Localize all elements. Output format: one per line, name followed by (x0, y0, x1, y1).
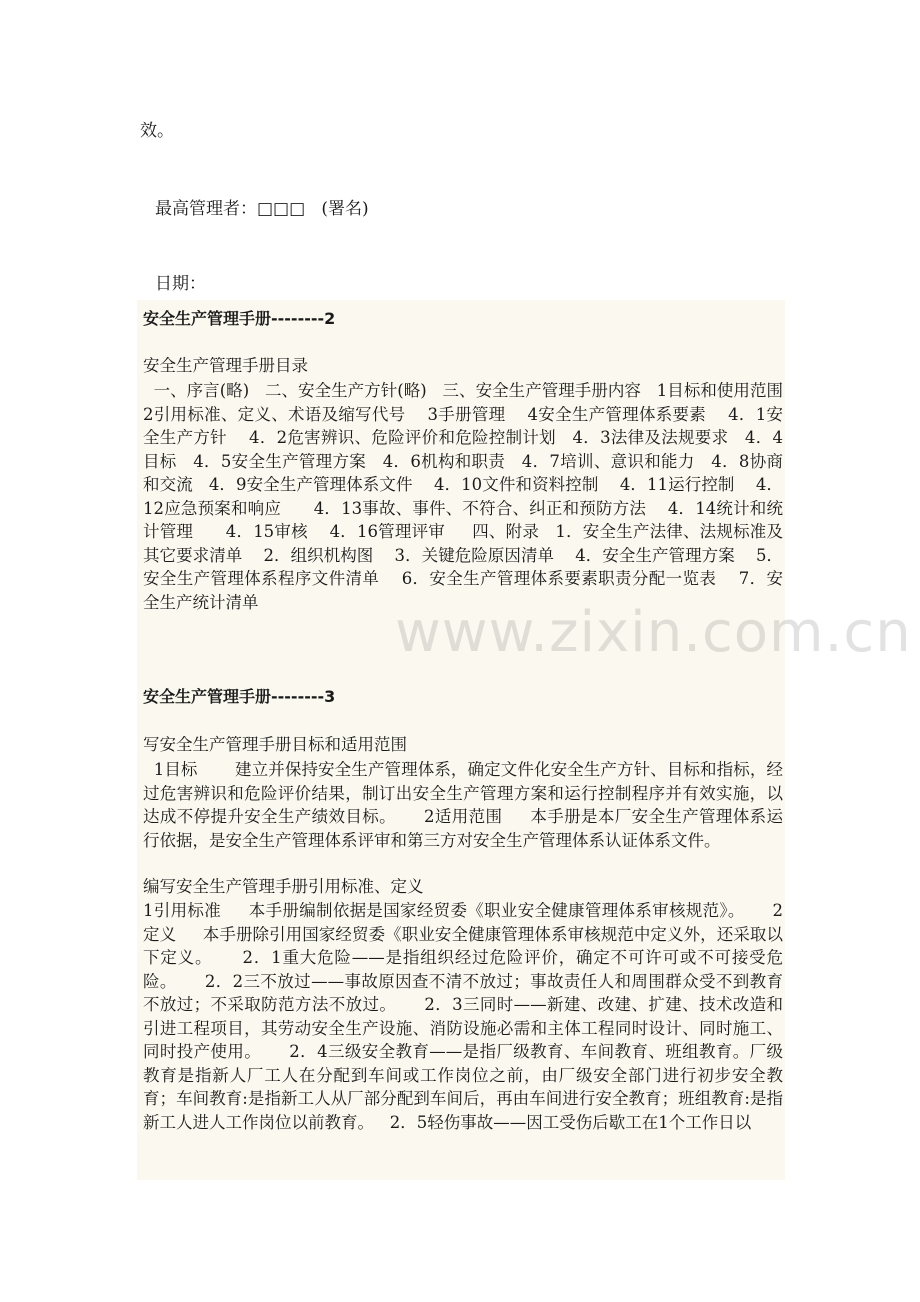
content-panel (137, 300, 804, 1180)
section-title: 安全生产管理手册--------3 (143, 687, 336, 706)
section-subtitle: 安全生产管理手册目录 (143, 356, 308, 375)
section-subtitle: 写安全生产管理手册目标和适用范围 (143, 735, 407, 754)
section-subtitle: 编写安全生产管理手册引用标准、定义 (143, 877, 424, 896)
objective-paragraph: 1目标 建立并保持安全生产管理体系，确定文件化安全生产方针、目标和指标，经过危害辨识和危险评价结果，制订出安全生产管理方案和运行控制程序并有效实施，以达成不停提升安全生产绩效目标。 2适用范围 本手册是本厂安全生产管理体系运行依据，是安全生产管理体系评审和第三方对安全生产管理体系认证体系文件。 (143, 760, 783, 850)
toc-paragraph: 一、序言(略) 二、安全生产方针(略) 三、安全生产管理手册内容 1目标和使用范围 2引用标准、定义、术语及缩写代号 3手册管理 4安全生产管理体系要素 4．1安全生产方针 4．2危害辨识、危险评价和危险控制计划 4．3法律及法规要求 4．4目标 4．5安全生产管理方案 4．6机构和职责 4．7培训、意识和能力 4．8协商和交流 4．9安全生产管理体系文件 4．10文件和资料控制 4．11运行控制 4．12应急预案和响应 4．13事故、事件、不符合、纠正和预防方法 4．14统计和统计管理 4．15审核 4．16管理评审 四、附录 1．安全生产法律、法规标准及其它要求清单 2．组织机构图 3．关键危险原因清单 4．安全生产管理方案 5．安全生产管理体系程序文件清单 6．安全生产管理体系要素职责分配一览表 7．安全生产统计清单 (143, 381, 804, 612)
watermark: www.zixin.com.cn (395, 600, 912, 665)
date-line: 日期： (155, 274, 206, 294)
manager-signature-line: 最高管理者：□□□ (署名) (155, 199, 369, 219)
definitions-paragraph: 1引用标准 本手册编制依据是国家经贸委《职业安全健康管理体系审核规范》。 2定义 本手册除引用国家经贸委《职业安全健康管理体系审核规范中定义外，还采取以下定义。 2．1重大危险——是指组织经过危险评价，确定不可许可或不可接受危险。 2．2三不放过——事故原因查不清不放过；事故责任人和周围群众受不到教育不放过；不采取防范方法不放过。 2．3三同时——新建、改建、扩建、技术改造和引进工程项目，其劳动安全生产设施、消防设施必需和主体工程同时设计、同时施工、同时投产使用。 2．4三级安全教育——是指厂级教育、车间教育、班组教育。厂级教育是指新人厂工人在分配到车间或工作岗位之前，由厂级安全部门进行初步安全教育；车间教育:是指新工人从厂部分配到车间后，再由车间进行安全教育；班组教育:是指新工人进人工作岗位以前教育。 2．5轻伤事故——因工受伤后歇工在1个工作日以 (143, 901, 783, 1132)
continuation-text: 效。 (140, 121, 174, 141)
section-title: 安全生产管理手册--------2 (143, 309, 336, 328)
